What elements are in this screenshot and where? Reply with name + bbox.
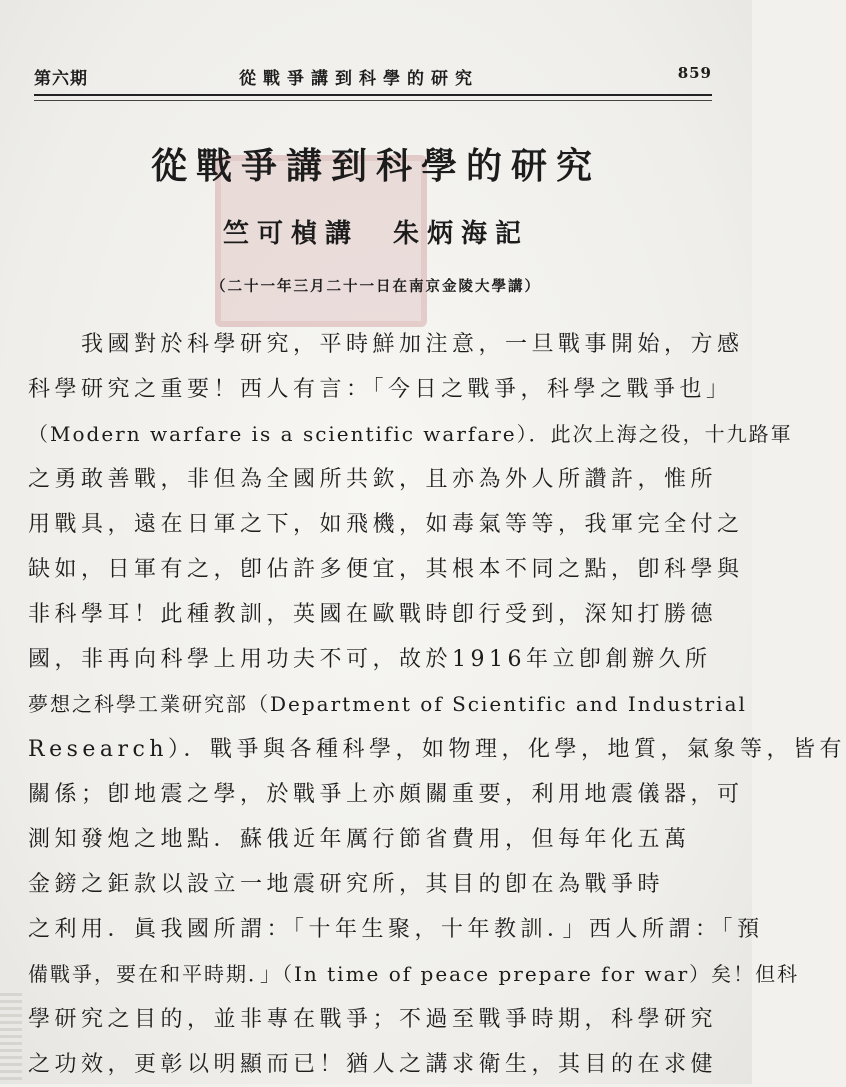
binding-edge (0, 990, 22, 1080)
body-line: 備戰爭，要在和平時期．」（In time of peace prepare for war）矣！但科 (28, 962, 800, 986)
running-title: 從戰爭講到科學的研究 (239, 69, 479, 89)
body-line: 金鎊之鉅款以設立一地震研究所，其目的卽在為戰爭時 (28, 872, 665, 897)
body-line: 之勇敢善戰，非但為全國所共欽，且亦為外人所讚許，惟所 (28, 467, 718, 492)
body-line: 國，非再向科學上用功夫不可，故於1916年立卽創辦久所 (28, 647, 712, 672)
page-number: 859 (677, 64, 712, 82)
body-line: 科學研究之重要！西人有言：「今日之戰爭，科學之戰爭也」 (28, 377, 733, 402)
body-line: 夢想之科學工業研究部（Department of Scientific and Industrial (28, 692, 747, 716)
body-line: 學研究之目的，並非專在戰爭；不過至戰爭時期，科學研究 (28, 1007, 718, 1032)
article-body (28, 322, 846, 1087)
lecture-venue-note: （二十一年三月二十一日在南京金陵大學講） (211, 278, 541, 295)
body-line: 缺如，日軍有之，卽佔許多便宜，其根本不同之點，卽科學與 (28, 557, 744, 582)
body-line: 測知發炮之地點．蘇俄近年厲行節省費用，但每年化五萬 (28, 827, 691, 852)
running-head (34, 64, 712, 94)
body-line: 我國對於科學研究，平時鮮加注意，一旦戰事開始，方感 (28, 332, 744, 357)
body-line: 用戰具，遠在日軍之下，如飛機，如毒氣等等，我軍完全付之 (28, 512, 744, 537)
article-title: 從戰爭講到科學的研究 (150, 145, 601, 187)
body-line: Research）．戰爭與各種科學，如物理，化學，地質，氣象等，皆有 (28, 737, 846, 762)
body-line: 關係；卽地震之學，於戰爭上亦頗關重要，利用地震儀器，可 (28, 782, 744, 807)
body-line: 之功效，更彰以明顯而已！猶人之講求衛生，其目的在求健 (28, 1052, 718, 1077)
body-line: 之利用．眞我國所謂：「十年生聚，十年教訓．」西人所謂：「預 (28, 917, 764, 942)
header-rule (34, 94, 712, 101)
body-line: 非科學耳！此種教訓，英國在歐戰時卽行受到，深知打勝德 (28, 602, 718, 627)
article-byline: 竺可楨講 朱炳海記 (222, 219, 529, 249)
issue-label: 第六期 (34, 69, 88, 89)
body-line: （Modern warfare is a scientific warfare）．此次上海之役，十九路軍 (28, 422, 793, 446)
